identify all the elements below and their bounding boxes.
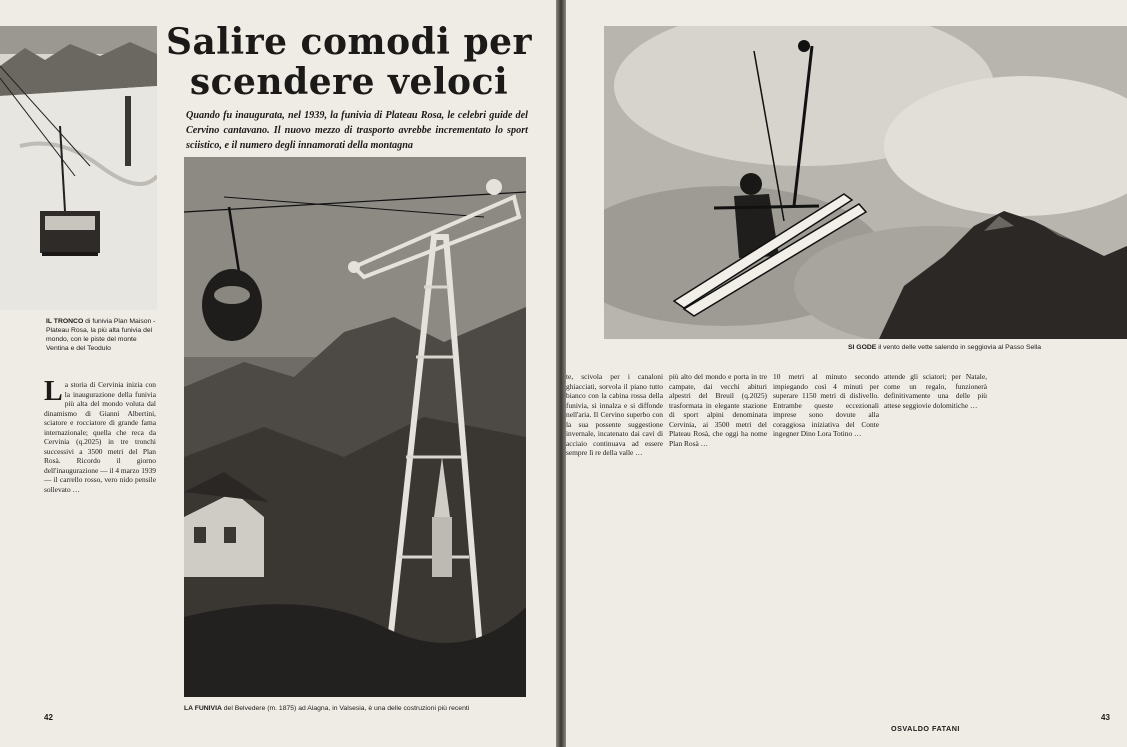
right-page xyxy=(566,0,1127,747)
caption-lead: SI GODE xyxy=(848,344,877,351)
drop-cap: L xyxy=(44,380,63,407)
left-page xyxy=(0,0,556,747)
column-text: a storia di Cervinia inizia con la inaugurazione della funivia più alta del mondo voluta dal dinamismo di Gianni Albertini, sciatore e rocciatore di grande fama internazionale; quella che reca da Cervinia (q.2025) in tre tronchi successivi a 3500 metri del Plan Rosà. Ricordo il giorno dell'inaugurazione — il 4 marzo 1939 — il carrello rosso, vero nido pensile sollevato … xyxy=(44,380,156,495)
photo-caption-bottom xyxy=(184,704,526,713)
binding-gutter xyxy=(556,0,566,747)
article-column-1 xyxy=(44,380,156,705)
photo-caption-right xyxy=(848,343,1118,352)
headline-line-1: Salire comodi per xyxy=(165,21,533,63)
article-subhead: Quando fu inaugurata, nel 1939, la funivia di Plateau Rosa, le celebri guide del Cervino cantavano. Il nuovo mezzo di trasporto avrebbe incrementato lo sport sciistico, e il numero degli innamorati della montagna xyxy=(186,110,528,151)
chairlift-skier-photo xyxy=(604,26,1127,339)
caption-lead: LA FUNIVIA xyxy=(184,705,222,712)
caption-lead: IL TRONCO xyxy=(46,318,84,325)
caption-text: del Belvedere (m. 1875) ad Alagna, in Valsesia, è una delle costruzioni più recenti xyxy=(223,705,470,712)
photo-caption-top-left xyxy=(46,317,156,353)
caption-text: di funivia Plan Maison - Plateau Rosa, la più alta funivia del mondo, con le piste del monte Ventina e del Teodulo xyxy=(46,318,156,352)
cable-car-photo xyxy=(0,26,157,310)
article-column-2: te, scivola per i canaloni ghiacciati, sorvola il piano tutto bianco con la cabina rossa della funivia, si innalza e si diffonde nell'aria. Il Cervino superbo con la sua possente suggestione invernale, incatenato dai cavi di acciaio continuava ad essere sempre lì re della valle … xyxy=(566,372,663,458)
article-column-3: più alto del mondo e porta in tre campate, dai vecchi abituri alpestri del Breuil (q.2025) trasformata in elegante stazione di sport alpini denominata Cervinia, ai 3500 metri del Plateau Rosà, che oggi ha nome Plan Rosà … xyxy=(669,372,767,448)
article-column-4: 10 metri al minuto secondo impiegando così 4 minuti per superare 1150 metri di dislivello. Entrambe queste eccezionali imprese sono dovute alla coraggiosa iniziativa del Conte ingegner Dino Lora Totino … xyxy=(773,372,879,439)
headline-line-2: scendere veloci xyxy=(189,61,509,103)
author-signature: OSVALDO FATANI xyxy=(891,724,960,733)
page-number-left: 42 xyxy=(44,713,53,722)
caption-text: il vento delle vette salendo in seggiovia al Passo Sella xyxy=(878,344,1042,351)
page-headline xyxy=(164,22,534,102)
funivia-belvedere-photo xyxy=(184,157,526,697)
page-number-right: 43 xyxy=(1101,713,1110,722)
article-column-5: attende gli sciatori; per Natale, come un regalo, funzionerà definitivamente una delle più attese seggiovie dolomitiche … xyxy=(884,372,987,410)
